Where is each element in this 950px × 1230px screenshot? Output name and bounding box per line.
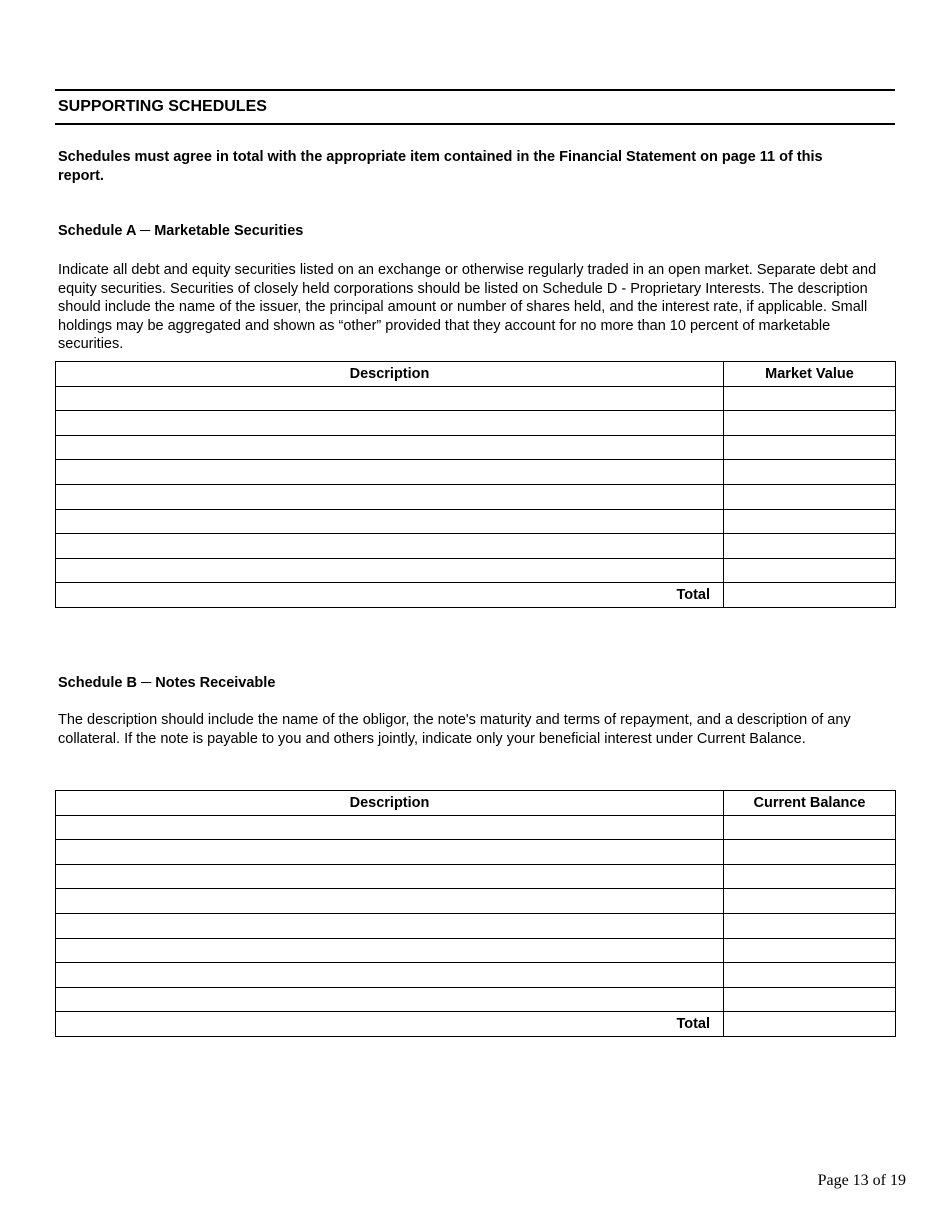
schedule-a-title: Schedule A ─ Marketable Securities — [58, 223, 304, 239]
table-row — [56, 386, 896, 411]
table-row — [56, 864, 896, 889]
description-cell[interactable] — [56, 484, 724, 509]
page-number: Page 13 of 19 — [817, 1172, 906, 1189]
current-balance-cell[interactable] — [724, 864, 896, 889]
total-row — [56, 583, 896, 608]
description-cell[interactable] — [56, 963, 724, 988]
column-header-current-balance: Current Balance — [724, 791, 896, 816]
column-header-market-value: Market Value — [724, 362, 896, 387]
market-value-cell[interactable] — [724, 386, 896, 411]
table-row — [56, 938, 896, 963]
table-header-row — [56, 362, 896, 387]
schedule-b-table — [55, 790, 896, 1037]
section-title: SUPPORTING SCHEDULES — [58, 98, 267, 115]
current-balance-cell[interactable] — [724, 938, 896, 963]
description-cell[interactable] — [56, 889, 724, 914]
description-cell[interactable] — [56, 534, 724, 559]
column-header-description: Description — [56, 362, 724, 387]
table-row — [56, 435, 896, 460]
description-cell[interactable] — [56, 386, 724, 411]
current-balance-cell[interactable] — [724, 889, 896, 914]
market-value-cell[interactable] — [724, 435, 896, 460]
market-value-cell[interactable] — [724, 534, 896, 559]
schedule-a-description: Indicate all debt and equity securities listed on an exchange or otherwise regularly traded in an open market. Separate debt and equity securities. Securities of closely held corporations should be listed on Schedule D - Proprietary Interests. The description should include the name of the issuer, the principal amount or number of shares held, and the interest rate, if applicable. Small holdings may be aggregated and shown as “other” provided that they account for no more than 10 percent of marketable securities. — [58, 262, 877, 352]
current-balance-total-cell[interactable] — [724, 1012, 896, 1037]
total-label: Total — [56, 583, 724, 608]
current-balance-cell[interactable] — [724, 815, 896, 840]
schedule-b-description: The description should include the name of the obligor, the note's maturity and terms of repayment, and a description of any collateral. If the note is payable to you and others jointly, indicate only your beneficial interest under Current Balance. — [58, 712, 851, 747]
table-row — [56, 484, 896, 509]
description-cell[interactable] — [56, 435, 724, 460]
market-value-cell[interactable] — [724, 460, 896, 485]
current-balance-cell[interactable] — [724, 963, 896, 988]
table-row — [56, 534, 896, 559]
total-row — [56, 1012, 896, 1037]
description-cell[interactable] — [56, 509, 724, 534]
description-cell[interactable] — [56, 864, 724, 889]
description-cell[interactable] — [56, 913, 724, 938]
description-cell[interactable] — [56, 987, 724, 1012]
total-label: Total — [56, 1012, 724, 1037]
column-header-description: Description — [56, 791, 724, 816]
description-cell[interactable] — [56, 840, 724, 865]
description-cell[interactable] — [56, 411, 724, 436]
section-header — [55, 89, 895, 125]
table-row — [56, 889, 896, 914]
schedules-note: Schedules must agree in total with the appropriate item contained in the Financial Statement on page 11 of this report. — [58, 149, 823, 184]
table-header-row — [56, 791, 896, 816]
current-balance-cell[interactable] — [724, 987, 896, 1012]
table-row — [56, 460, 896, 485]
market-value-cell[interactable] — [724, 484, 896, 509]
table-row — [56, 963, 896, 988]
current-balance-cell[interactable] — [724, 913, 896, 938]
market-value-cell[interactable] — [724, 411, 896, 436]
description-cell[interactable] — [56, 815, 724, 840]
schedule-b-title: Schedule B ─ Notes Receivable — [58, 675, 276, 691]
description-cell[interactable] — [56, 938, 724, 963]
table-row — [56, 509, 896, 534]
description-cell[interactable] — [56, 460, 724, 485]
market-value-cell[interactable] — [724, 509, 896, 534]
table-row — [56, 558, 896, 583]
market-value-total-cell[interactable] — [724, 583, 896, 608]
table-row — [56, 815, 896, 840]
table-row — [56, 411, 896, 436]
table-row — [56, 913, 896, 938]
schedule-a-table — [55, 361, 896, 608]
current-balance-cell[interactable] — [724, 840, 896, 865]
table-row — [56, 840, 896, 865]
table-row — [56, 987, 896, 1012]
market-value-cell[interactable] — [724, 558, 896, 583]
description-cell[interactable] — [56, 558, 724, 583]
